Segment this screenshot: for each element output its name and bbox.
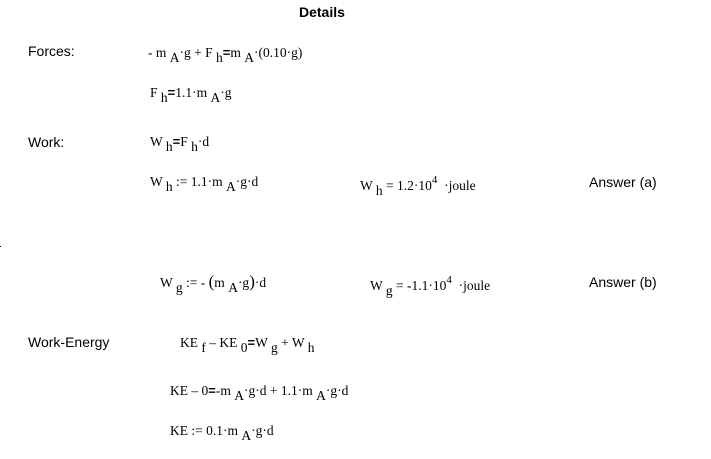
equation-work-hand-definition: W h := 1.1·m A·g·d xyxy=(150,174,259,194)
equation-forces-balance: - m A·g + F h=m A·(0.10·g) xyxy=(148,45,303,65)
equation-forces-result: F h=1.1·m A·g xyxy=(150,85,232,105)
equation-work-definition: W h=F h·d xyxy=(150,134,210,154)
answer-b-label: Answer (b) xyxy=(589,274,657,290)
section-label-work: Work: xyxy=(28,134,65,150)
page-title: Details xyxy=(299,4,345,20)
stray-mark xyxy=(0,246,1,247)
section-label-work-energy: Work-Energy xyxy=(28,334,110,350)
equation-work-gravity-definition: W g := - (m A·g)·d xyxy=(160,272,267,295)
equation-work-gravity-result: W g = -1.1·104 ·joule xyxy=(370,274,491,298)
equation-work-hand-result: W h = 1.2·104 ·joule xyxy=(360,174,476,198)
equation-work-energy-theorem: KE f – KE 0=W g + W h xyxy=(180,335,315,355)
answer-a-label: Answer (a) xyxy=(589,174,657,190)
equation-kinetic-energy-result: KE := 0.1·m A·g·d xyxy=(170,423,274,443)
equation-work-energy-substitution: KE – 0=-m A·g·d + 1.1·m A·g·d xyxy=(170,383,349,403)
section-label-forces: Forces: xyxy=(28,43,75,59)
